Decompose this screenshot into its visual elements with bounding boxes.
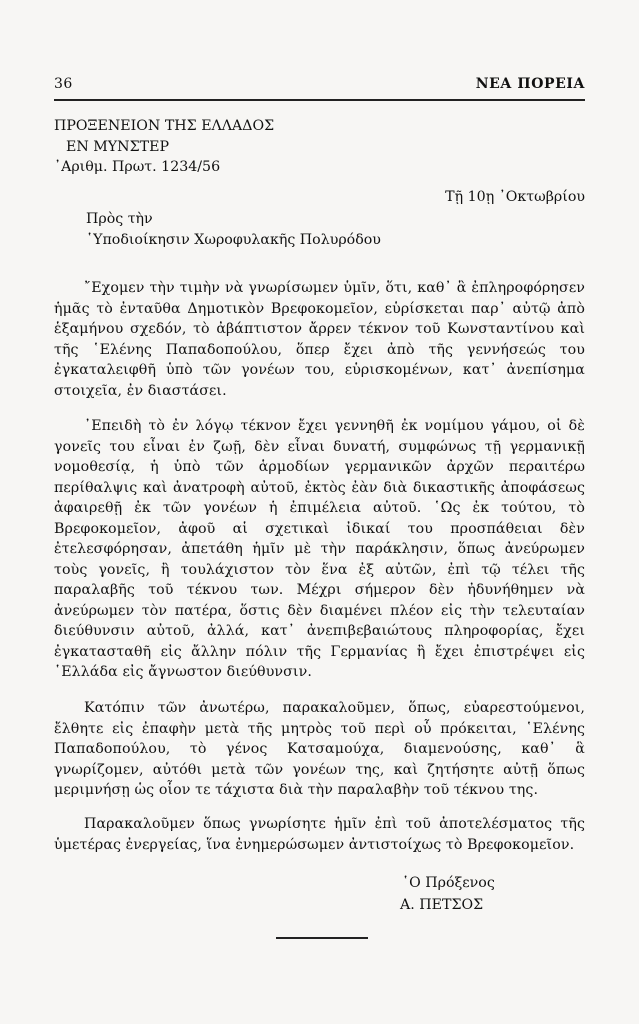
footer-rule: [276, 937, 368, 939]
recipient-block: [86, 209, 585, 250]
signature-block: [400, 872, 495, 916]
protocol-number: ᾿Αριθμ. Πρωτ. 1234/56: [54, 159, 221, 175]
body-paragraph-3: Κατόπιν τῶν ἀνωτέρω, παρακαλοῦμεν, ὅπως, εὐαρεστούμενοι, ἔλθητε εἰς ἐπαφὴν μετὰ τῆς μητρὸς τοῦ περὶ οὗ πρόκειται, ῾Ελένης Παπαδοπούλου, τὸ γένος Κατσαμούχα, διαμενούσης, καθ᾿ ἃ γνωρίζομεν, αὐτόθι μετὰ τῶν γονέων της, καὶ ζητήσητε αὐτῇ ὅπως μεριμνήσῃ ὡς οἷον τε τάχιστα διὰ τὴν παραλαβὴν τοῦ τέκνου της.: [54, 700, 585, 799]
body-paragraph-1: ῎Εχομεν τὴν τιμὴν νὰ γνωρίσωμεν ὑμῖν, ὅτι, καθ᾿ ἃ ἐπληροφόρησεν ἡμᾶς τὸ ἐνταῦθα Δημοτικὸν Βρεφοκομεῖον, εὑρίσκεται παρ᾿ αὐτῷ ἀπὸ ἑξαμήνου σχεδόν, τὸ ἀβάπτιστον ἄρρεν τέκνον τοῦ Κωνσταντίνου καὶ τῆς ῾Ελένης Παπαδοπούλου, ὅπερ ἔχει ἀπὸ τῆς γεννήσεώς του ἐγκαταλειφθῆ ὑπὸ τῶν γονέων του, εὑρισκομένων, κατ᾿ ἀνεπίσημα στοιχεῖα, ἐν διαστάσει.: [54, 280, 585, 399]
body-paragraph-2: ᾿Επειδὴ τὸ ἐν λόγῳ τέκνον ἔχει γεννηθῆ ἐκ νομίμου γάμου, οἱ δὲ γονεῖς του εἶναι ἐν ζωῇ, δὲν εἶναι δυνατή, συμφώνως τῇ γερμανικῇ νομοθεσίᾳ, ἡ ὑπὸ τῶν ἁρμοδίων γερμανικῶν ἀρχῶν περαιτέρω περίθαλψις καὶ ἀνατροφὴ αὐτοῦ, ἐκτὸς ἐὰν διὰ δικαστικῆς ἀποφάσεως ἀφαιρεθῇ ἐκ τῶν γονέων ἡ ἐπιμέλεια αὐτοῦ. ῾Ως ἐκ τούτου, τὸ Βρεφοκομεῖον, ἀφοῦ αἱ σχετικαὶ ἰδικαί του προσπάθειαι δὲν ἐτελεσφόρησαν, ἀπετάθη ἡμῖν μὲ τὴν παράκλησιν, ὅπως ἀνεύρωμεν τοὺς γονεῖς, ἢ τουλάχιστον τὸν ἕνα ἐξ αὐτῶν, ἐπὶ τῷ τέλει τῆς παραλαβῆς τοῦ τέκνου των. Μέχρι σήμερον δὲν ἠδυνήθημεν νὰ ἀνεύρωμεν τὸν πατέρα, ὅστις δὲν διαμένει πλέον εἰς τὴν τελευταίαν διεύθυνσιν αὐτοῦ, ἀλλά, κατ᾿ ἀνεπιβεβαιώτους πληροφορίας, ἔχει ἐγκατασταθῆ εἰς ἄλλην πόλιν τῆς Γερμανίας ἢ ἔχει ἐπιστρέψει εἰς ῾Ελλάδα εἰς ἄγνωστον διεύθυνσιν.: [54, 418, 585, 681]
header-rule: [54, 99, 585, 101]
sender-consulate: ΠΡΟΞΕΝΕΙΟΝ ΤΗΣ ΕΛΛΑΔΟΣ: [54, 118, 275, 134]
page-number: 36: [54, 76, 73, 92]
recipient-salutation: Πρὸς τὴν: [86, 211, 153, 227]
signature-title: ῾Ο Πρόξενος: [402, 875, 495, 891]
signature-name: Α. ΠΕΤΣΟΣ: [400, 897, 484, 913]
letter-date: Τῇ 10ῃ ᾿Οκτωβρίου: [445, 189, 585, 205]
sender-city: ΕΝ ΜΥΝΣΤΕΡ: [66, 138, 169, 155]
recipient-name: ῾Υποδιοίκησιν Χωροφυλακῆς Πολυρόδου: [86, 231, 381, 248]
body-paragraph-4: Παρακαλοῦμεν ὅπως γνωρίσητε ἡμῖν ἐπὶ τοῦ ἀποτελέσματος τῆς ὑμετέρας ἐνεργείας, ἵνα ἐνημερώσωμεν ἀντιστοίχως τὸ Βρεφοκομεῖον.: [54, 816, 585, 853]
running-header: [54, 76, 585, 98]
journal-title: ΝΕΑ ΠΟΡΕΙΑ: [475, 76, 585, 92]
sender-block: [54, 116, 585, 178]
